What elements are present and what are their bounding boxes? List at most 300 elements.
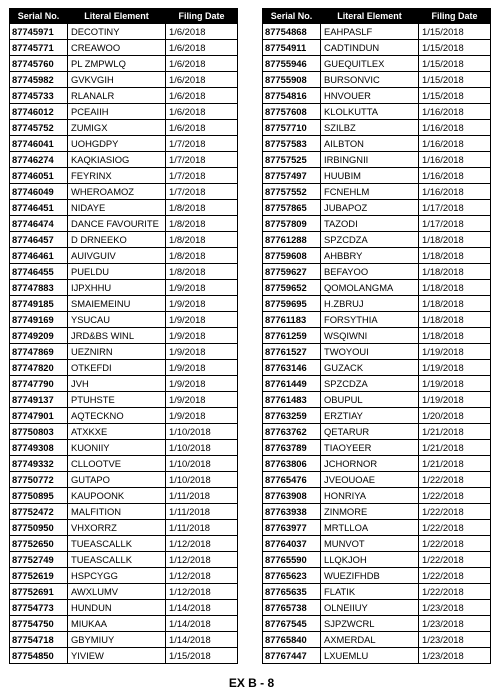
filing-date-cell: 1/21/2018	[419, 456, 491, 472]
filing-date-cell: 1/18/2018	[419, 312, 491, 328]
literal-element-cell: TUEASCALLK	[68, 552, 166, 568]
literal-element-cell: HUNDUN	[68, 600, 166, 616]
serial-number-cell: 87761483	[263, 392, 321, 408]
table-row	[263, 104, 491, 120]
table-row	[10, 312, 238, 328]
literal-element-cell: HNVOUER	[321, 88, 419, 104]
table-row	[263, 296, 491, 312]
filing-date-cell: 1/7/2018	[166, 184, 238, 200]
table-row	[10, 232, 238, 248]
filing-date-cell: 1/14/2018	[166, 600, 238, 616]
table-row	[10, 88, 238, 104]
serial-number-cell: 87749209	[10, 328, 68, 344]
literal-element-cell: GBYMIUY	[68, 632, 166, 648]
serial-number-cell: 87749169	[10, 312, 68, 328]
table-row	[10, 472, 238, 488]
literal-element-cell: HSPCYGG	[68, 568, 166, 584]
serial-number-cell: 87757525	[263, 152, 321, 168]
serial-number-cell: 87765623	[263, 568, 321, 584]
serial-number-cell: 87754868	[263, 24, 321, 40]
serial-number-cell: 87752619	[10, 568, 68, 584]
serial-number-cell: 87764037	[263, 536, 321, 552]
table-row	[263, 424, 491, 440]
table-row	[263, 520, 491, 536]
table-row	[263, 392, 491, 408]
header-row	[263, 9, 491, 24]
serial-number-cell: 87763146	[263, 360, 321, 376]
literal-element-cell: WHEROAMOZ	[68, 184, 166, 200]
literal-element-cell: CLLOOTVE	[68, 456, 166, 472]
serial-number-cell: 87763259	[263, 408, 321, 424]
filing-date-cell: 1/8/2018	[166, 232, 238, 248]
serial-number-cell: 87746051	[10, 168, 68, 184]
table-row	[263, 232, 491, 248]
serial-number-cell: 87765476	[263, 472, 321, 488]
header-row	[10, 9, 238, 24]
serial-number-cell: 87746455	[10, 264, 68, 280]
literal-element-cell: WUEZIFHDB	[321, 568, 419, 584]
literal-element-cell: IRBINGNII	[321, 152, 419, 168]
table-row	[263, 376, 491, 392]
serial-number-cell: 87757865	[263, 200, 321, 216]
filing-date-cell: 1/18/2018	[419, 264, 491, 280]
filing-date-cell: 1/10/2018	[166, 472, 238, 488]
filing-date-cell: 1/9/2018	[166, 408, 238, 424]
table-row	[10, 216, 238, 232]
table-row	[263, 536, 491, 552]
literal-element-cell: CREAWOO	[68, 40, 166, 56]
serial-number-cell: 87747790	[10, 376, 68, 392]
table-row	[10, 584, 238, 600]
serial-number-cell: 87749137	[10, 392, 68, 408]
serial-number-cell: 87746461	[10, 248, 68, 264]
table-row	[263, 72, 491, 88]
table-row	[10, 184, 238, 200]
literal-element-cell: UEZNIRN	[68, 344, 166, 360]
filing-date-cell: 1/7/2018	[166, 168, 238, 184]
filing-date-cell: 1/23/2018	[419, 600, 491, 616]
filing-date-cell: 1/23/2018	[419, 616, 491, 632]
table-row	[10, 104, 238, 120]
literal-element-cell: ZUMIGX	[68, 120, 166, 136]
table-row	[10, 136, 238, 152]
filing-date-cell: 1/12/2018	[166, 584, 238, 600]
filing-date-cell: 1/16/2018	[419, 184, 491, 200]
serial-number-cell: 87765590	[263, 552, 321, 568]
table-row	[263, 552, 491, 568]
literal-element-cell: UOHGDPY	[68, 136, 166, 152]
literal-element-cell: KAQKIASIOG	[68, 152, 166, 168]
serial-number-cell: 87765635	[263, 584, 321, 600]
literal-element-cell: TWOYOUI	[321, 344, 419, 360]
filing-date-cell: 1/10/2018	[166, 424, 238, 440]
filing-table-right	[262, 8, 491, 664]
header-serial: Serial No.	[10, 9, 68, 24]
serial-number-cell: 87745760	[10, 56, 68, 72]
table-row	[10, 280, 238, 296]
serial-number-cell: 87746049	[10, 184, 68, 200]
literal-element-cell: PCEAIIH	[68, 104, 166, 120]
filing-date-cell: 1/16/2018	[419, 104, 491, 120]
serial-number-cell: 87754750	[10, 616, 68, 632]
serial-number-cell: 87765738	[263, 600, 321, 616]
serial-number-cell: 87747820	[10, 360, 68, 376]
filing-table-left	[9, 8, 238, 664]
table-row	[263, 24, 491, 40]
filing-date-cell: 1/19/2018	[419, 376, 491, 392]
filing-date-cell: 1/22/2018	[419, 504, 491, 520]
filing-date-cell: 1/15/2018	[419, 40, 491, 56]
serial-number-cell: 87761259	[263, 328, 321, 344]
serial-number-cell: 87755908	[263, 72, 321, 88]
header-filing-date: Filing Date	[419, 9, 491, 24]
serial-number-cell: 87747901	[10, 408, 68, 424]
literal-element-cell: MRTLLOA	[321, 520, 419, 536]
table-row	[263, 216, 491, 232]
table-row	[10, 392, 238, 408]
literal-element-cell: WSQIWNI	[321, 328, 419, 344]
literal-element-cell: SMAIEMEINU	[68, 296, 166, 312]
literal-element-cell: FLATIK	[321, 584, 419, 600]
literal-element-cell: BURSONVIC	[321, 72, 419, 88]
serial-number-cell: 87747883	[10, 280, 68, 296]
literal-element-cell: KAUPOONK	[68, 488, 166, 504]
literal-element-cell: JRD&BS WINL	[68, 328, 166, 344]
filing-date-cell: 1/9/2018	[166, 344, 238, 360]
serial-number-cell: 87757552	[263, 184, 321, 200]
serial-number-cell: 87754816	[263, 88, 321, 104]
serial-number-cell: 87752472	[10, 504, 68, 520]
literal-element-cell: GUZACK	[321, 360, 419, 376]
header-literal-element: Literal Element	[68, 9, 166, 24]
literal-element-cell: HONRIYA	[321, 488, 419, 504]
literal-element-cell: PUELDU	[68, 264, 166, 280]
serial-number-cell: 87767545	[263, 616, 321, 632]
serial-number-cell: 87746451	[10, 200, 68, 216]
filing-date-cell: 1/12/2018	[166, 536, 238, 552]
literal-element-cell: JCHORNOR	[321, 456, 419, 472]
literal-element-cell: OBUPUL	[321, 392, 419, 408]
filing-date-cell: 1/15/2018	[419, 88, 491, 104]
table-row	[10, 648, 238, 664]
literal-element-cell: JVH	[68, 376, 166, 392]
filing-date-cell: 1/8/2018	[166, 200, 238, 216]
serial-number-cell: 87765840	[263, 632, 321, 648]
filing-date-cell: 1/12/2018	[166, 568, 238, 584]
filing-date-cell: 1/21/2018	[419, 440, 491, 456]
table-row	[263, 584, 491, 600]
table-row	[10, 248, 238, 264]
serial-number-cell: 87761183	[263, 312, 321, 328]
serial-number-cell: 87754718	[10, 632, 68, 648]
serial-number-cell: 87747869	[10, 344, 68, 360]
table-row	[263, 472, 491, 488]
serial-number-cell: 87761449	[263, 376, 321, 392]
table-row	[263, 168, 491, 184]
serial-number-cell: 87749332	[10, 456, 68, 472]
table-row	[263, 184, 491, 200]
literal-element-cell: AXMERDAL	[321, 632, 419, 648]
filing-date-cell: 1/16/2018	[419, 168, 491, 184]
literal-element-cell: TIAOYEER	[321, 440, 419, 456]
table-row	[10, 168, 238, 184]
literal-element-cell: HUUBIM	[321, 168, 419, 184]
filing-date-cell: 1/23/2018	[419, 648, 491, 664]
filing-date-cell: 1/15/2018	[166, 648, 238, 664]
table-row	[10, 632, 238, 648]
table-row	[263, 344, 491, 360]
filing-date-cell: 1/17/2018	[419, 200, 491, 216]
table-row	[10, 296, 238, 312]
filing-date-cell: 1/9/2018	[166, 312, 238, 328]
literal-element-cell: SPZCDZA	[321, 232, 419, 248]
filing-date-cell: 1/15/2018	[419, 72, 491, 88]
literal-element-cell: EAHPASLF	[321, 24, 419, 40]
serial-number-cell: 87759695	[263, 296, 321, 312]
literal-element-cell: SZILBZ	[321, 120, 419, 136]
table-row	[263, 56, 491, 72]
table-row	[10, 456, 238, 472]
literal-element-cell: YSUCAU	[68, 312, 166, 328]
literal-element-cell: ATXKXE	[68, 424, 166, 440]
serial-number-cell: 87755946	[263, 56, 321, 72]
header-serial: Serial No.	[263, 9, 321, 24]
serial-number-cell: 87761527	[263, 344, 321, 360]
table-row	[10, 152, 238, 168]
filing-date-cell: 1/10/2018	[166, 456, 238, 472]
serial-number-cell: 87750950	[10, 520, 68, 536]
literal-element-cell: DECOTINY	[68, 24, 166, 40]
filing-date-cell: 1/16/2018	[419, 152, 491, 168]
table-row	[10, 120, 238, 136]
serial-number-cell: 87754850	[10, 648, 68, 664]
literal-element-cell: DANCE FAVOURITE	[68, 216, 166, 232]
table-row	[263, 632, 491, 648]
serial-number-cell: 87752650	[10, 536, 68, 552]
serial-number-cell: 87761288	[263, 232, 321, 248]
table-row	[10, 72, 238, 88]
filing-date-cell: 1/23/2018	[419, 632, 491, 648]
literal-element-cell: KLOLKUTTA	[321, 104, 419, 120]
table-row	[10, 536, 238, 552]
filing-date-cell: 1/9/2018	[166, 328, 238, 344]
table-row	[10, 56, 238, 72]
serial-number-cell: 87759652	[263, 280, 321, 296]
filing-date-cell: 1/22/2018	[419, 552, 491, 568]
table-row	[10, 408, 238, 424]
table-row	[263, 360, 491, 376]
serial-number-cell: 87745771	[10, 40, 68, 56]
literal-element-cell: ERZTIAY	[321, 408, 419, 424]
filing-date-cell: 1/6/2018	[166, 56, 238, 72]
table-row	[10, 24, 238, 40]
table-row	[10, 568, 238, 584]
literal-element-cell: KUONIIY	[68, 440, 166, 456]
table-row	[10, 488, 238, 504]
serial-number-cell: 87746474	[10, 216, 68, 232]
serial-number-cell: 87754911	[263, 40, 321, 56]
table-row	[10, 360, 238, 376]
literal-element-cell: IJPXHHU	[68, 280, 166, 296]
literal-element-cell: NIDAYE	[68, 200, 166, 216]
serial-number-cell: 87763762	[263, 424, 321, 440]
filing-date-cell: 1/7/2018	[166, 152, 238, 168]
serial-number-cell: 87745733	[10, 88, 68, 104]
filing-date-cell: 1/6/2018	[166, 120, 238, 136]
table-row	[263, 600, 491, 616]
filing-date-cell: 1/7/2018	[166, 136, 238, 152]
serial-number-cell: 87757497	[263, 168, 321, 184]
filing-date-cell: 1/6/2018	[166, 104, 238, 120]
table-row	[263, 136, 491, 152]
serial-number-cell: 87757809	[263, 216, 321, 232]
filing-date-cell: 1/16/2018	[419, 136, 491, 152]
serial-number-cell: 87757710	[263, 120, 321, 136]
table-row	[10, 616, 238, 632]
table-row	[10, 376, 238, 392]
table-row	[10, 328, 238, 344]
filing-date-cell: 1/19/2018	[419, 392, 491, 408]
literal-element-cell: GUTAPO	[68, 472, 166, 488]
literal-element-cell: QOMOLANGMA	[321, 280, 419, 296]
table-row	[10, 264, 238, 280]
serial-number-cell: 87757583	[263, 136, 321, 152]
table-row	[10, 344, 238, 360]
filing-date-cell: 1/8/2018	[166, 248, 238, 264]
literal-element-cell: MIUKAA	[68, 616, 166, 632]
literal-element-cell: YIVIEW	[68, 648, 166, 664]
filing-date-cell: 1/18/2018	[419, 248, 491, 264]
literal-element-cell: OLNEIIUY	[321, 600, 419, 616]
serial-number-cell: 87750895	[10, 488, 68, 504]
filing-date-cell: 1/9/2018	[166, 360, 238, 376]
filing-date-cell: 1/20/2018	[419, 408, 491, 424]
literal-element-cell: MALFITION	[68, 504, 166, 520]
filing-date-cell: 1/21/2018	[419, 424, 491, 440]
serial-number-cell: 87757608	[263, 104, 321, 120]
filing-date-cell: 1/6/2018	[166, 72, 238, 88]
table-row	[263, 440, 491, 456]
filing-date-cell: 1/15/2018	[419, 24, 491, 40]
filing-date-cell: 1/9/2018	[166, 296, 238, 312]
filing-date-cell: 1/6/2018	[166, 40, 238, 56]
literal-element-cell: AHBBRY	[321, 248, 419, 264]
table-row	[10, 520, 238, 536]
table-row	[10, 552, 238, 568]
table-row	[263, 456, 491, 472]
serial-number-cell: 87745752	[10, 120, 68, 136]
serial-number-cell: 87746041	[10, 136, 68, 152]
filing-date-cell: 1/18/2018	[419, 280, 491, 296]
filing-date-cell: 1/9/2018	[166, 392, 238, 408]
literal-element-cell: D DRNEEKO	[68, 232, 166, 248]
filing-date-cell: 1/11/2018	[166, 520, 238, 536]
filing-date-cell: 1/8/2018	[166, 216, 238, 232]
serial-number-cell: 87749308	[10, 440, 68, 456]
filing-date-cell: 1/19/2018	[419, 360, 491, 376]
literal-element-cell: SJPZWCRL	[321, 616, 419, 632]
filing-date-cell: 1/22/2018	[419, 536, 491, 552]
filing-date-cell: 1/9/2018	[166, 280, 238, 296]
literal-element-cell: OTKEFDI	[68, 360, 166, 376]
filing-date-cell: 1/22/2018	[419, 584, 491, 600]
filing-date-cell: 1/22/2018	[419, 520, 491, 536]
filing-date-cell: 1/18/2018	[419, 232, 491, 248]
serial-number-cell: 87754773	[10, 600, 68, 616]
table-row	[263, 328, 491, 344]
filing-date-cell: 1/6/2018	[166, 88, 238, 104]
literal-element-cell: JVEOUOAE	[321, 472, 419, 488]
table-row	[10, 504, 238, 520]
serial-number-cell: 87746457	[10, 232, 68, 248]
filing-date-cell: 1/18/2018	[419, 296, 491, 312]
literal-element-cell: LXUEMLU	[321, 648, 419, 664]
table-row	[10, 200, 238, 216]
literal-element-cell: AQTECKNO	[68, 408, 166, 424]
serial-number-cell: 87752749	[10, 552, 68, 568]
table-row	[263, 488, 491, 504]
table-row	[10, 440, 238, 456]
filing-date-cell: 1/8/2018	[166, 264, 238, 280]
filing-date-cell: 1/11/2018	[166, 504, 238, 520]
serial-number-cell: 87750803	[10, 424, 68, 440]
table-body-left	[10, 24, 238, 664]
serial-number-cell: 87763806	[263, 456, 321, 472]
literal-element-cell: ZINMORE	[321, 504, 419, 520]
literal-element-cell: H.ZBRUJ	[321, 296, 419, 312]
literal-element-cell: AILBTON	[321, 136, 419, 152]
literal-element-cell: PTUHSTE	[68, 392, 166, 408]
literal-element-cell: TUEASCALLK	[68, 536, 166, 552]
table-row	[10, 40, 238, 56]
literal-element-cell: GVKVGIH	[68, 72, 166, 88]
table-row	[263, 152, 491, 168]
literal-element-cell: SPZCDZA	[321, 376, 419, 392]
literal-element-cell: TAZODI	[321, 216, 419, 232]
literal-element-cell: AWXLUMV	[68, 584, 166, 600]
filing-date-cell: 1/17/2018	[419, 216, 491, 232]
filing-date-cell: 1/18/2018	[419, 328, 491, 344]
table-row	[263, 264, 491, 280]
filing-date-cell: 1/19/2018	[419, 344, 491, 360]
table-row	[263, 504, 491, 520]
filing-date-cell: 1/11/2018	[166, 488, 238, 504]
serial-number-cell: 87750772	[10, 472, 68, 488]
filing-date-cell: 1/10/2018	[166, 440, 238, 456]
literal-element-cell: MUNVOT	[321, 536, 419, 552]
table-row	[263, 312, 491, 328]
header-filing-date: Filing Date	[166, 9, 238, 24]
filing-date-cell: 1/14/2018	[166, 632, 238, 648]
table-row	[263, 408, 491, 424]
table-row	[263, 200, 491, 216]
table-row	[263, 568, 491, 584]
serial-number-cell: 87752691	[10, 584, 68, 600]
serial-number-cell: 87767447	[263, 648, 321, 664]
filing-date-cell: 1/12/2018	[166, 552, 238, 568]
header-literal-element: Literal Element	[321, 9, 419, 24]
filing-date-cell: 1/6/2018	[166, 24, 238, 40]
page-footer: EX B - 8	[228, 676, 275, 690]
literal-element-cell: RLANALR	[68, 88, 166, 104]
serial-number-cell: 87746274	[10, 152, 68, 168]
table-row	[10, 424, 238, 440]
table-row	[263, 40, 491, 56]
literal-element-cell: CADTINDUN	[321, 40, 419, 56]
serial-number-cell: 87749185	[10, 296, 68, 312]
serial-number-cell: 87763938	[263, 504, 321, 520]
serial-number-cell: 87763789	[263, 440, 321, 456]
